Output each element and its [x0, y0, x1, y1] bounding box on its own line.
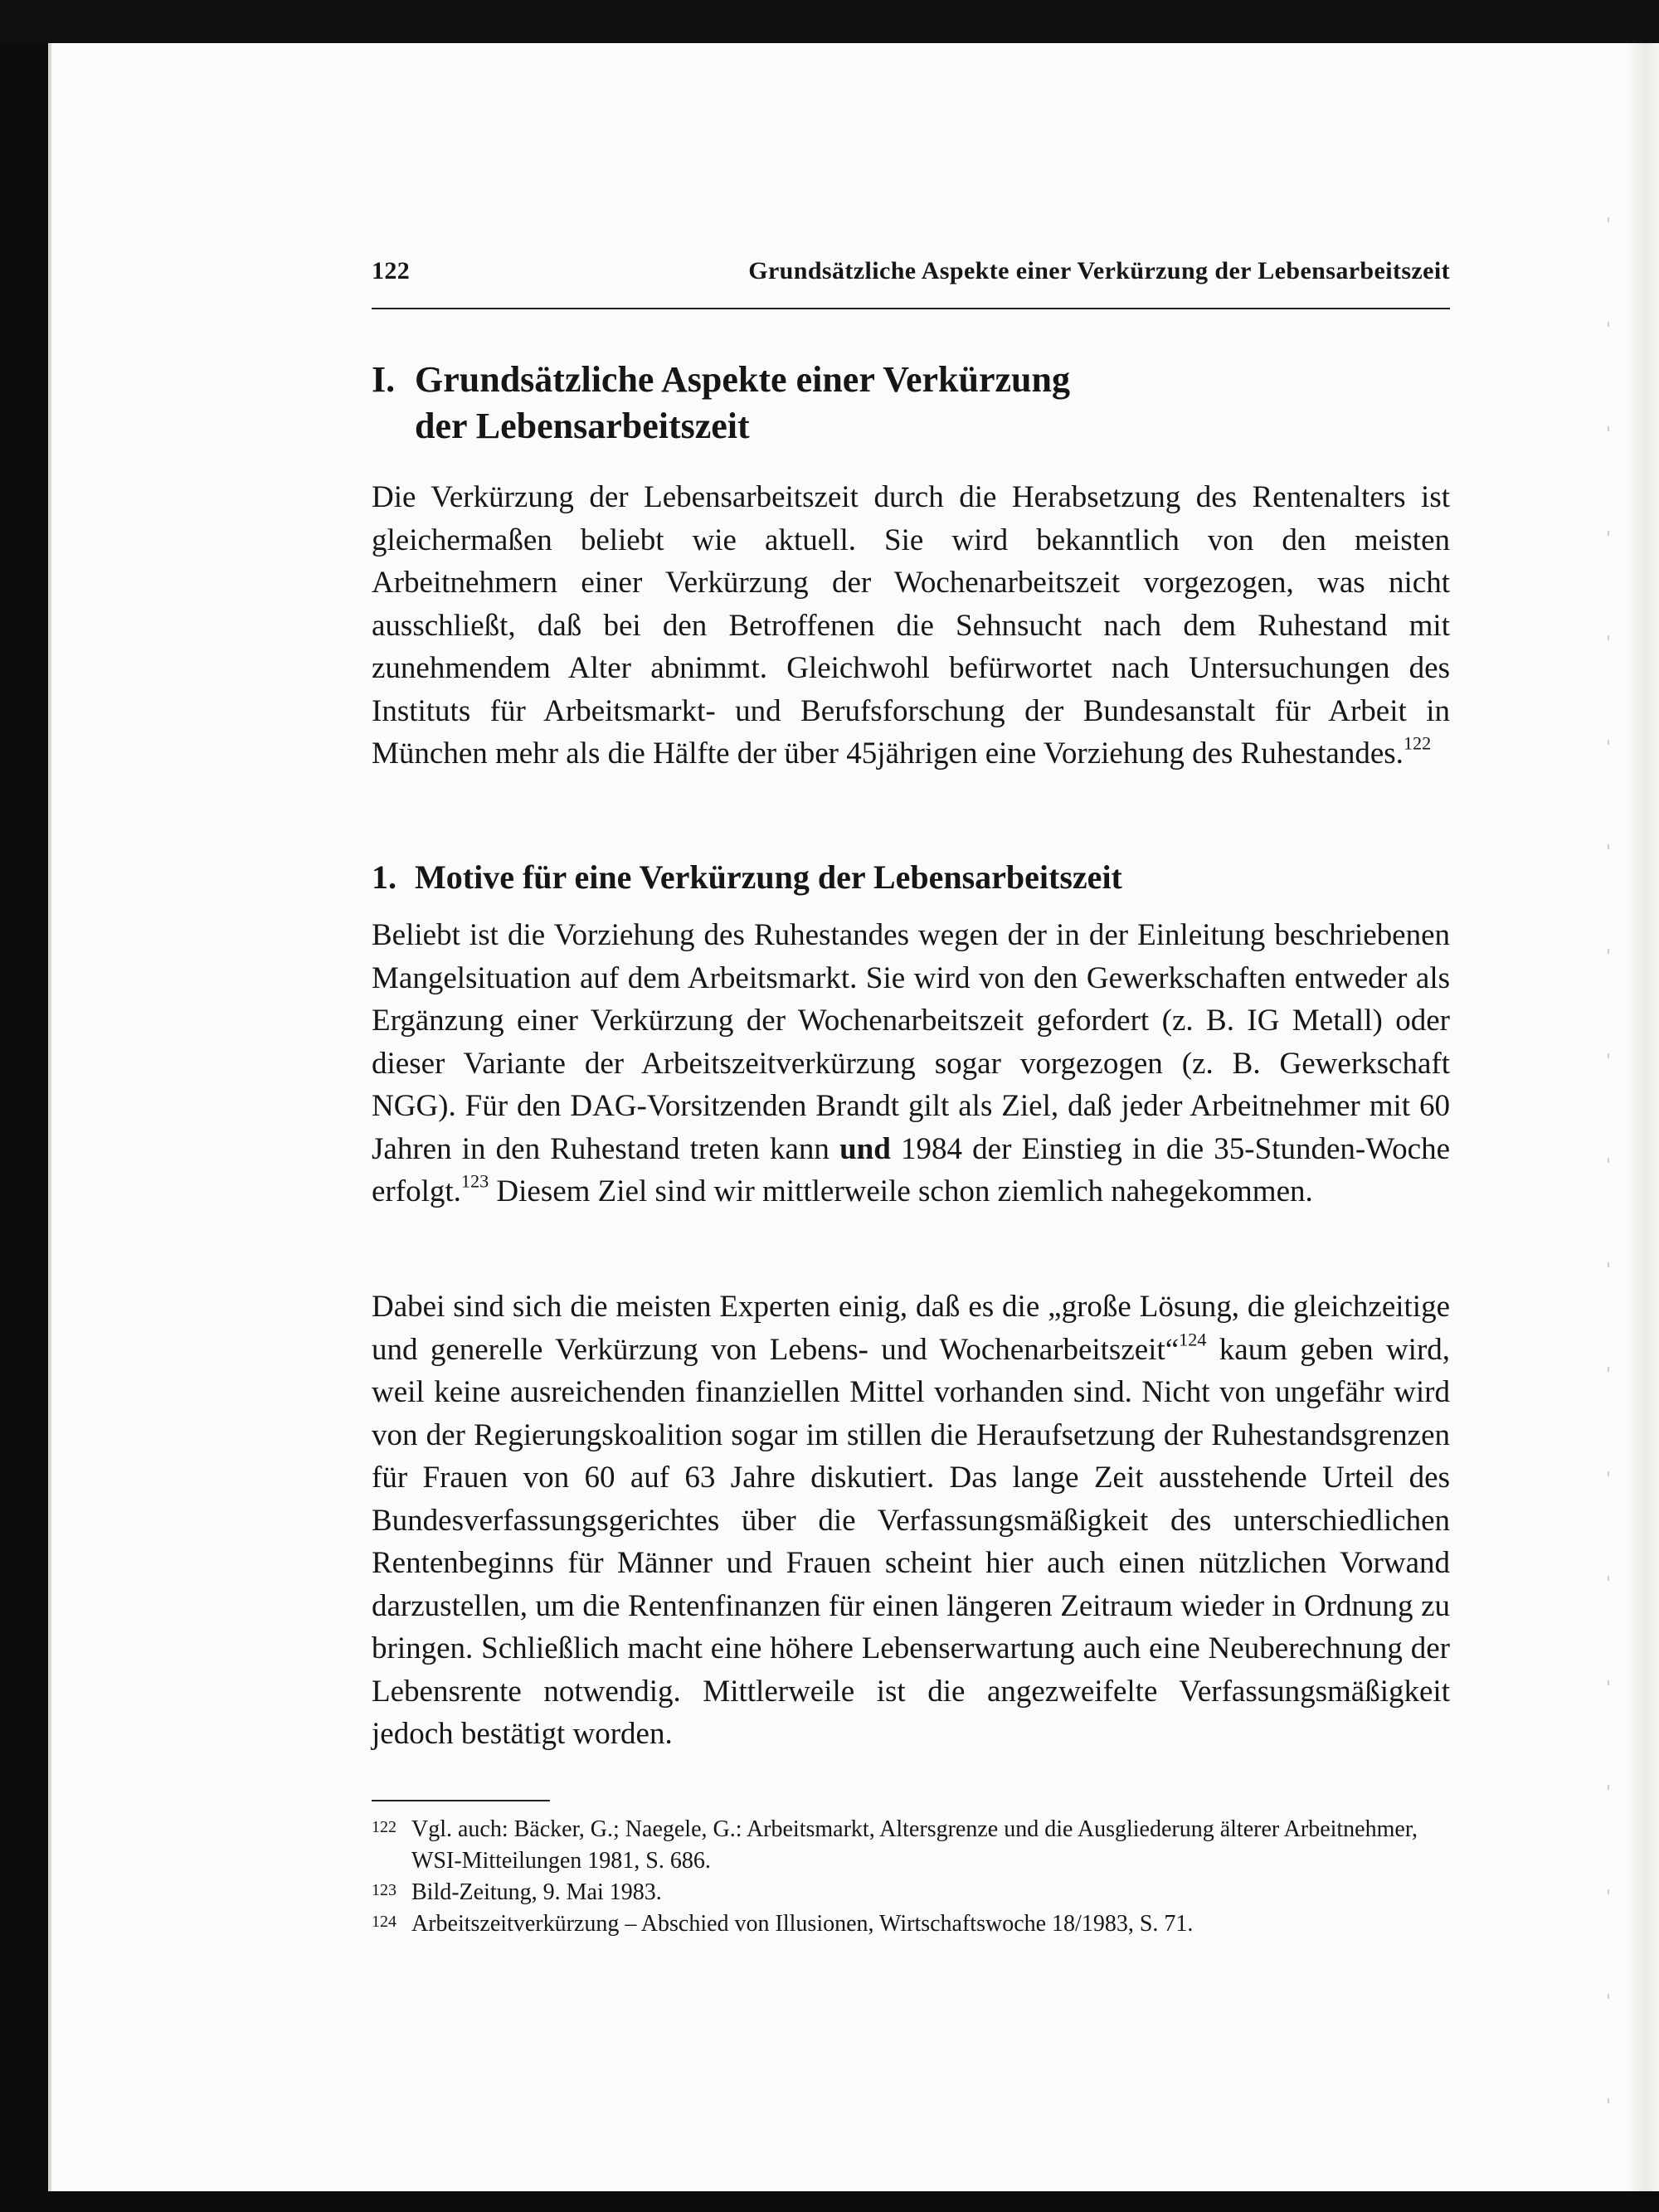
- page-number: 122: [372, 257, 411, 284]
- intro-paragraph-text: Die Verkürzung der Lebensarbeitszeit durch die Herabsetzung des Rentenalters ist gleichermaßen beliebt wie aktuell. Sie wird bekanntlich von den meisten Arbeitnehmern einer Verkürzung der Wochenarbeitszeit vorgezogen, was nicht ausschließt, daß bei den Betroffenen die Sehnsucht nach dem Ruhestand mit zunehmendem Alter abnimmt. Gleichwohl befürwortet nach Untersuchungen des Instituts für Arbeitsmarkt- und Berufsforschung der Bundesanstalt für Arbeit in München mehr als die Hälfte der über 45jährigen eine Vorziehung des Ruhestandes.: [372, 480, 1450, 771]
- footnotes: [372, 1814, 1450, 1940]
- footnote-ref-122: 122: [1403, 732, 1432, 754]
- book-page: [48, 43, 1659, 2191]
- running-title: Grundsätzliche Aspekte einer Verkürzung der Lebensarbeitszeit: [748, 257, 1450, 284]
- running-header: [372, 257, 1450, 294]
- intro-paragraph: [372, 476, 1450, 775]
- footnote-rule: [372, 1800, 550, 1801]
- section-paragraph-2-text-b: kaum geben wird, weil keine ausreichenden finanziellen Mittel vorhanden sind. Nicht von ungefähr wird von der Regierungskoalition sogar im stillen die Heraufsetzung der Ruhestandsgrenzen für Frauen von 60 auf 63 Jahre diskutiert. Das lange Zeit ausstehende Urteil des Bundesverfassungsgerichtes über die Verfassungsmäßigkeit des unterschiedlichen Rentenbeginns für Männer und Frauen scheint hier auch einen nützlichen Vorwand darzustellen, um die Rentenfinanzen für einen längeren Zeitraum wieder in Ordnung zu bringen. Schließlich macht eine höhere Lebenserwartung auch eine Neuberechnung der Lebensrente notwendig. Mittlerweile ist die angezweifelte Verfassungsmäßigkeit jedoch bestätigt worden.: [372, 1332, 1451, 1751]
- footnote-text: Vgl. auch: Bäcker, G.; Naegele, G.: Arbeitsmarkt, Altersgrenze und die Ausgliederung älterer Arbeitnehmer, WSI-Mitteilungen 1981, S. 686.: [411, 1816, 1418, 1874]
- chapter-title-line-2: der Lebensarbeitszeit: [415, 406, 750, 446]
- footnote: [372, 1814, 1450, 1877]
- section-number: 1.: [372, 858, 397, 896]
- footnote: [372, 1877, 1450, 1908]
- footnote-text: Arbeitszeitverkürzung – Abschied von Illusionen, Wirtschaftswoche 18/1983, S. 71.: [411, 1911, 1194, 1937]
- footnote-number: 124: [372, 1913, 397, 1931]
- scan-margin-specks: [1608, 118, 1609, 2150]
- scan-border-bottom: [0, 2191, 1659, 2212]
- header-rule: [372, 308, 1450, 309]
- scan-border-top: [0, 0, 1659, 43]
- footnote: [372, 1908, 1450, 1940]
- page-gutter-edge: [1626, 43, 1659, 2191]
- section-paragraph-1: [372, 914, 1450, 1213]
- section-title: Motive für eine Verkürzung der Lebensarbeitszeit: [415, 858, 1122, 896]
- section-paragraph-1-text-a: Beliebt ist die Vorziehung des Ruhestandes wegen der in der Einleitung beschriebenen Mangelsituation auf dem Arbeitsmarkt. Sie wird von den Gewerkschaften entweder als Ergänzung einer Verkürzung der Wochenarbeitszeit gefordert (z. B. IG Metall) oder dieser Variante der Arbeitszeitverkürzung sogar vorgezogen (z. B. Gewerkschaft NGG). Für den DAG-Vorsitzenden Brandt gilt als Ziel, daß jeder Arbeitnehmer mit 60 Jahren in den Ruhestand treten kann: [372, 918, 1450, 1166]
- section-paragraph-2-text-a: Dabei sind sich die meisten Experten einig, daß es die „große Lösung, die gleichzeitige und generelle Verkürzung von Lebens- und Wochenarbeitszeit“: [372, 1290, 1450, 1367]
- footnote-number: 123: [372, 1881, 397, 1899]
- footnote-number: 122: [372, 1818, 397, 1836]
- chapter-heading: [372, 357, 1450, 450]
- footnote-text: Bild-Zeitung, 9. Mai 1983.: [411, 1879, 662, 1905]
- section-paragraph-1-text-b: 1984 der Einstieg in die 35-Stunden-Woche erfolgt.: [372, 1131, 1451, 1208]
- section-paragraph-1-text-c: Diesem Ziel sind wir mittlerweile schon ziemlich nahegekommen.: [496, 1174, 1313, 1208]
- chapter-title-line-1: Grundsätzliche Aspekte einer Verkürzung: [415, 359, 1071, 400]
- section-paragraph-2: [372, 1286, 1450, 1756]
- chapter-number: I.: [372, 359, 396, 400]
- footnote-ref-124: 124: [1179, 1328, 1207, 1349]
- footnote-ref-123: 123: [460, 1170, 489, 1192]
- section-heading: [372, 856, 1450, 899]
- section-paragraph-1-bold: und: [839, 1131, 891, 1166]
